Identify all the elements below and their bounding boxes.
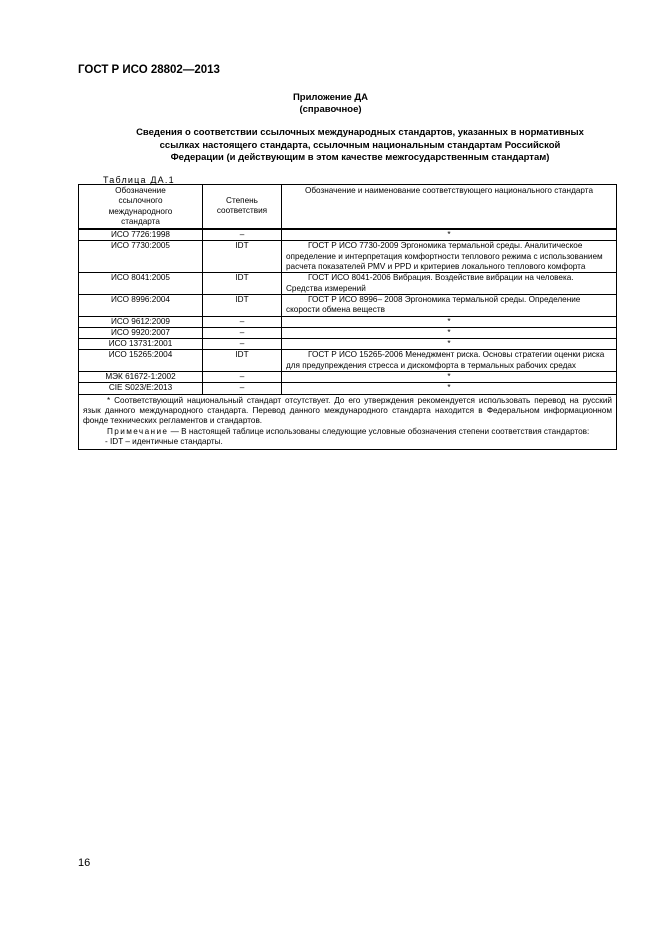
heading-line: Федерации (и действующим в этом качестве межгосударственным стандартам) xyxy=(170,152,550,163)
heading-line: ссылках настоящего стандарта, ссылочным национальным стандартам Российской xyxy=(159,139,561,151)
table-row xyxy=(79,294,617,316)
correspondence-table xyxy=(78,184,617,450)
national-standard-text: ГОСТ ИСО 8041-2006 Вибрация. Воздействие вибрации на человека. Средства измерений xyxy=(286,273,574,293)
table-row xyxy=(79,273,617,295)
standard-designation: ГОСТ Р ИСО 28802—2013 xyxy=(78,64,220,76)
table-row xyxy=(79,316,617,327)
intl-standard-cell: МЭК 61672-1:2002 xyxy=(79,372,203,383)
degree-cell: – xyxy=(203,339,282,350)
intl-standard-cell: ИСО 9920:2007 xyxy=(79,327,203,338)
degree-cell: – xyxy=(203,316,282,327)
national-standard-cell: * xyxy=(282,316,617,327)
table-row xyxy=(79,229,617,241)
national-standard-text: ГОСТ Р ИСО 15265-2006 Менеджмент риска. Основы стратегии оценки риска для предупреждения стресса и дискомфорта в термальных рабочих средах xyxy=(286,350,605,370)
national-standard-cell xyxy=(282,241,617,273)
note xyxy=(83,427,612,437)
national-standard-cell: * xyxy=(282,339,617,350)
national-standard-cell: * xyxy=(282,327,617,338)
heading-line: Сведения о соответствии ссылочных международных стандартов, указанных в нормативных xyxy=(136,127,584,138)
national-standard-text: ГОСТ Р ИСО 7730-2009 Эргономика термальной среды. Аналитическое определение и интерпретация комфортности теплового режима с использованием расчета показателей PMV и PPD и критериев локального теплового комфорта xyxy=(286,241,603,272)
column-header-national: Обозначение и наименование соответствующего национального стандарта xyxy=(282,185,617,230)
intl-standard-cell: ИСО 15265:2004 xyxy=(79,350,203,372)
column-header-degree: Степень соответствия xyxy=(203,185,282,230)
intl-standard-cell: CIE S023/E:2013 xyxy=(79,383,203,394)
intl-standard-cell: ИСО 7726:1998 xyxy=(79,229,203,241)
intl-standard-cell: ИСО 13731:2001 xyxy=(79,339,203,350)
degree-cell: IDT xyxy=(203,294,282,316)
national-standard-cell xyxy=(282,273,617,295)
intl-standard-cell: ИСО 8996:2004 xyxy=(79,294,203,316)
column-header-intl: Обозначение ссылочного международного стандарта xyxy=(79,185,203,230)
intl-standard-cell: ИСО 7730:2005 xyxy=(79,241,203,273)
note-text: — В настоящей таблице использованы следующие условные обозначения степени соответствия стандартов: xyxy=(168,426,590,436)
national-standard-cell: * xyxy=(282,383,617,394)
table-row xyxy=(79,372,617,383)
footnote: * Соответствующий национальный стандарт отсутствует. До его утверждения рекомендуется использовать перевод на русский язык данного международного стандарта. Перевод данного международного стандарта находится в Федеральном информационном фонде технических регламентов и стандартов. xyxy=(83,395,612,426)
degree-cell: – xyxy=(203,327,282,338)
page-number: 16 xyxy=(78,857,91,869)
degree-cell: IDT xyxy=(203,350,282,372)
table-row xyxy=(79,339,617,350)
appendix-title: Приложение ДА xyxy=(292,92,369,103)
degree-cell: IDT xyxy=(203,241,282,273)
table-row xyxy=(79,350,617,372)
table-notes xyxy=(79,394,617,449)
degree-cell: IDT xyxy=(203,273,282,295)
table-row xyxy=(79,241,617,273)
national-standard-cell: * xyxy=(282,229,617,241)
national-standard-text: ГОСТ Р ИСО 8996– 2008 Эргономика термальной среды. Определение скорости обмена веществ xyxy=(286,294,581,315)
table-row xyxy=(79,383,617,394)
table-notes-row xyxy=(79,394,617,449)
degree-cell: – xyxy=(203,372,282,383)
degree-cell: – xyxy=(203,383,282,394)
degree-cell: – xyxy=(203,229,282,241)
appendix-heading xyxy=(100,127,620,165)
table-caption: Таблица ДА.1 xyxy=(103,175,175,185)
table-row xyxy=(79,327,617,338)
national-standard-cell xyxy=(282,350,617,372)
intl-standard-cell: ИСО 8041:2005 xyxy=(79,273,203,295)
appendix-subtitle: (справочное) xyxy=(299,104,362,115)
note-item: - IDT – идентичные стандарты. xyxy=(105,436,223,446)
national-standard-cell xyxy=(282,294,617,316)
national-standard-cell: * xyxy=(282,372,617,383)
note-label: Примечание xyxy=(107,426,169,436)
table-header-row xyxy=(79,185,617,230)
intl-standard-cell: ИСО 9612:2009 xyxy=(79,316,203,327)
